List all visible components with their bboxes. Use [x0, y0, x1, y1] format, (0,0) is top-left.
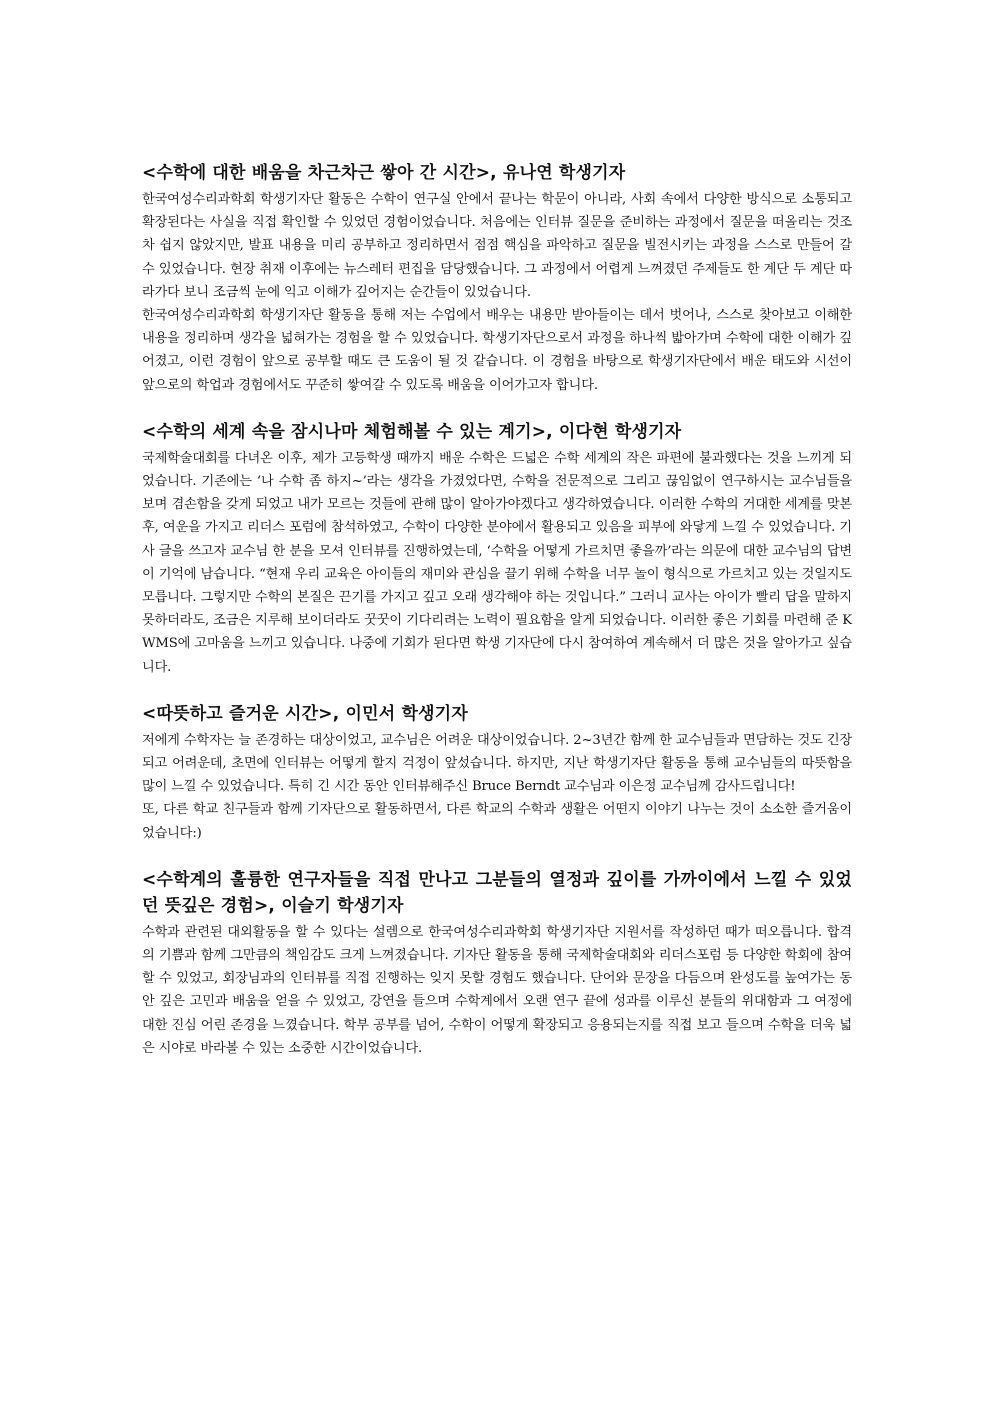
section-title: <따뜻하고 즐거운 시간>, 이민서 학생기자: [142, 703, 468, 724]
section-paragraph: 한국여성수리과학회 학생기자단 활동은 수학이 연구실 안에서 끝나는 학문이 아니라, 사회 속에서 다양한 방식으로 소통되고 확장된다는 사실을 직접 확인할 수 있었던 경험이었습니다. 처음에는 인터뷰 질문을 준비하는 과정에서 질문을 떠올리는 것조차 쉽지 않았지만, 발표 내용을 미리 공부하고 정리하면서 점점 핵심을 파악하고 질문을 빌전시키는 과정을 스스로 만들어 갈 수 있었습니다. 현장 취재 이후에는 뉴스레터 편집을 담당했습니다. 그 과정에서 어렵게 느껴졌던 주제들도 한 계단 두 계단 따라가다 보니 조금씩 눈에 익고 이해가 깊어지는 순간들이 있었습니다.: [142, 192, 852, 300]
testimonial-section-lee-dahyun: [142, 419, 852, 679]
section-title: <수학의 세계 속을 잠시나마 체험해볼 수 있는 계기>, 이다현 학생기자: [142, 421, 682, 442]
section-title: <수학계의 훌륭한 연구자들을 직접 만나고 그분들의 열정과 깊이를 가까이에서 느낄 수 있었던 뜻깊은 경험>, 이슬기 학생기자: [142, 869, 852, 916]
section-title: <수학에 대한 배움을 차근차근 쌓아 간 시간>, 유나연 학생기자: [142, 163, 626, 183]
document-page: [142, 160, 852, 1060]
testimonial-section-lee-minseo: [142, 701, 852, 845]
testimonial-section-lee-seulgi: [142, 867, 852, 1060]
testimonial-section-yoo-nayeon: [142, 160, 852, 397]
section-paragraph: 수학과 관련된 대외활동을 할 수 있다는 설렘으로 한국여성수리과학회 학생기자단 지원서를 작성하던 때가 떠오릅니다. 합격의 기쁨과 함께 그만큼의 책임감도 크게 느껴졌습니다. 기자단 활동을 통해 국제학술대회와 리더스포럼 등 다양한 학회에 참여할 수 있었고, 회장님과의 인터뷰를 직접 진행하는 잊지 못할 경험도 했습니다. 단어와 문장을 다듬으며 완성도를 높여가는 동안 깊은 고민과 배움을 얻을 수 있었고, 강연을 들으며 수학계에서 오랜 연구 끝에 성과를 이루신 분들의 위대함과 그 여정에 대한 진심 어린 존경을 느꼈습니다. 학부 공부를 넘어, 수학이 어떻게 확장되고 응용되는지를 직접 보고 들으며 수학을 더욱 넓은 시야로 바라볼 수 있는 소중한 시간이었습니다.: [142, 924, 852, 1056]
section-paragraph: 저에게 수학자는 늘 존경하는 대상이었고, 교수님은 어려운 대상이었습니다. 2~3년간 함께 한 교수님들과 면담하는 것도 긴장되고 어려운데, 초면에 인터뷰는 어떻게 할지 걱정이 앞섰습니다. 하지만, 지난 학생기자단 활동을 통해 교수님들의 따뜻함을 많이 느낄 수 있었습니다. 특히 긴 시간 동안 인터뷰해주신 Bruce Berndt 교수님과 이은정 교수님께 감사드립니다!: [142, 732, 852, 795]
section-paragraph: 국제학술대회를 다녀온 이후, 제가 고등학생 때까지 배운 수학은 드넓은 수학 세계의 작은 파편에 불과했다는 것을 느끼게 되었습니다. 기존에는 ‘나 수학 좀 하지~’라는 생각을 가졌었다면, 수학을 전문적으로 그리고 끊임없이 연구하시는 교수님들을 보며 겸손함을 갖게 되었고 내가 모르는 것들에 관해 많이 알아가야겠다고 생각하였습니다. 이러한 수학의 거대한 세계를 맞본 후, 여운을 가지고 리더스 포럼에 참석하였고, 수학이 다양한 분야에서 활용되고 있음을 피부에 와닿게 느낄 수 있었습니다. 기사 글을 쓰고자 교수님 한 분을 모셔 인터뷰를 진행하였는데, ‘수학을 어떻게 가르치면 좋을까’라는 의문에 대한 교수님의 답변이 기억에 남습니다. “현재 우리 교육은 아이들의 재미와 관심을 끌기 위해 수학을 너무 놀이 형식으로 가르치고 있는 것일지도 모릅니다. 그렇지만 수학의 본질은 끈기를 가지고 깊고 오래 생각해야 하는 것입니다.” 그러니 교사는 아이가 빨리 답을 말하지 못하더라도, 조금은 지루해 보이더라도 꿋꿋이 기다리려는 노력이 필요함을 알게 되었습니다. 이러한 좋은 기회를 마련해 준 KWMS에 고마움을 느끼고 있습니다. 나중에 기회가 된다면 학생 기자단에 다시 참여하여 계속해서 더 많은 것을 알아가고 싶습니다.: [142, 450, 852, 675]
section-paragraph: 또, 다른 학교 친구들과 함께 기자단으로 활동하면서, 다른 학교의 수학과 생활은 어떤지 이야기 나누는 것이 소소한 즐거움이었습니다:): [142, 802, 852, 841]
section-paragraph: 한국여성수리과학회 학생기자단 활동을 통해 저는 수업에서 배우는 내용만 받아들이는 데서 벗어나, 스스로 찾아보고 이해한 내용을 정리하며 생각을 넓혀가는 경험을 할 수 있었습니다. 학생기자단으로서 과정을 하나씩 밟아가며 수학에 대한 이해가 깊어졌고, 이런 경험이 앞으로 공부할 때도 큰 도움이 될 것 같습니다. 이 경험을 바탕으로 학생기자단에서 배운 태도와 시선이 앞으로의 학업과 경험에서도 꾸준히 쌓여갈 수 있도록 배움을 이어가고자 합니다.: [142, 308, 852, 393]
